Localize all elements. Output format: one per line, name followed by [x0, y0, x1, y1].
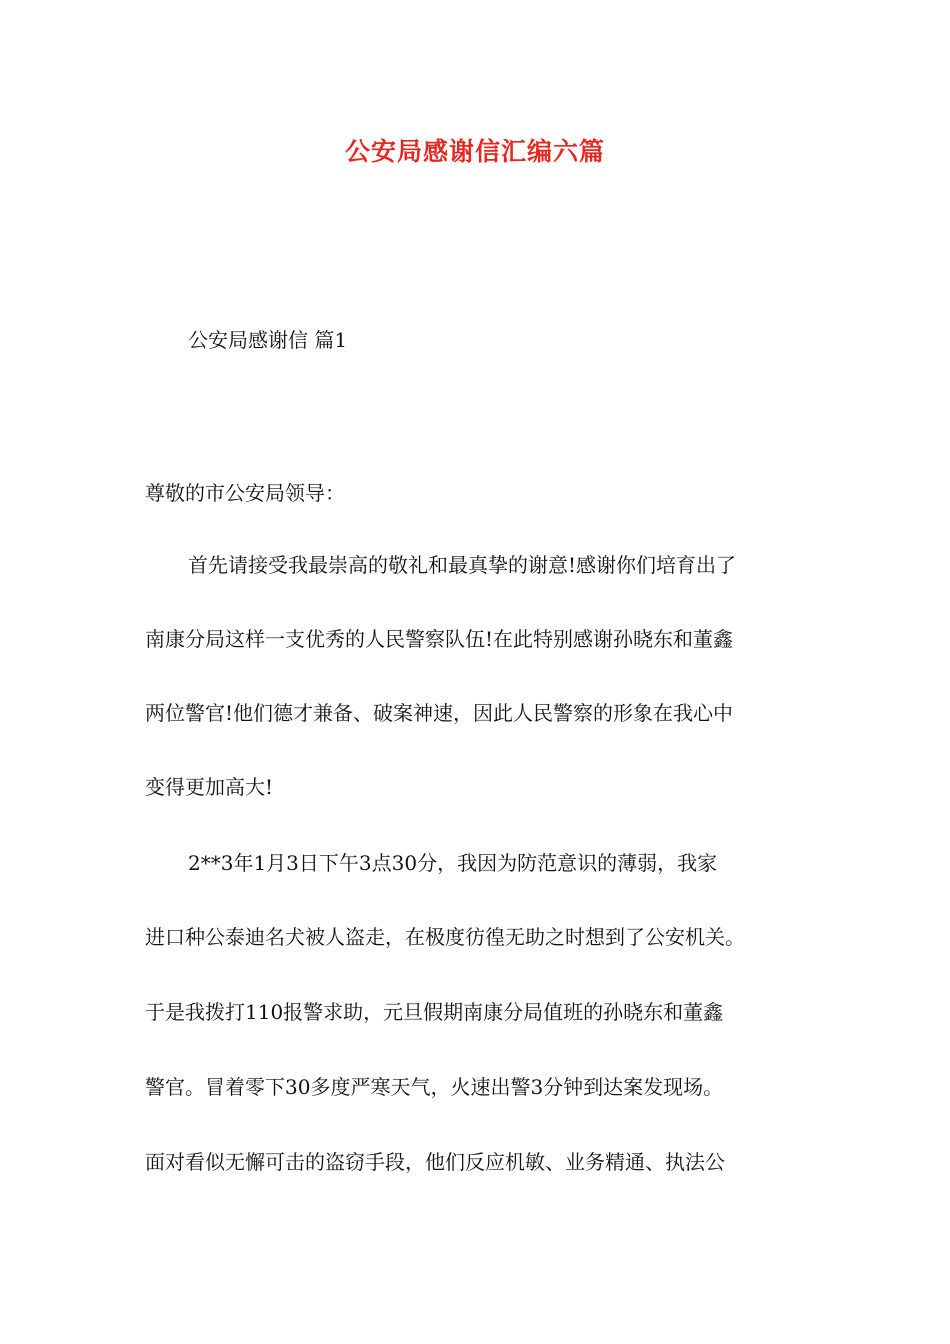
body-line-8: 警官。冒着零下30多度严寒天气，火速出警3分钟到达案发现场。 [145, 1075, 724, 1099]
body-line-3: 两位警官!他们德才兼备、破案神速，因此人民警察的形象在我心中 [145, 701, 734, 725]
document-title: 公安局感谢信汇编六篇 [344, 137, 605, 166]
body-line-6: 进口种公泰迪名犬被人盗走，在极度彷徨无助之时想到了公安机关。 [145, 925, 745, 949]
body-line-7: 于是我拨打110报警求助，元旦假期南康分局值班的孙晓东和董鑫 [145, 1000, 724, 1024]
body-line-1: 首先请接受我最崇高的敬礼和最真挚的谢意!感谢你们培育出了 [188, 553, 737, 577]
body-line-9: 面对看似无懈可击的盗窃手段，他们反应机敏、业务精通、执法公 [145, 1150, 725, 1174]
body-line-4: 变得更加高大! [145, 775, 274, 799]
section-heading: 公安局感谢信 篇1 [188, 328, 348, 352]
body-line-5: 2**3年1月3日下午3点30分，我因为防范意识的薄弱，我家 [188, 851, 718, 875]
body-line-2: 南康分局这样一支优秀的人民警察队伍!在此特别感谢孙晓东和董鑫 [145, 627, 734, 651]
salutation: 尊敬的市公安局领导： [145, 481, 345, 505]
